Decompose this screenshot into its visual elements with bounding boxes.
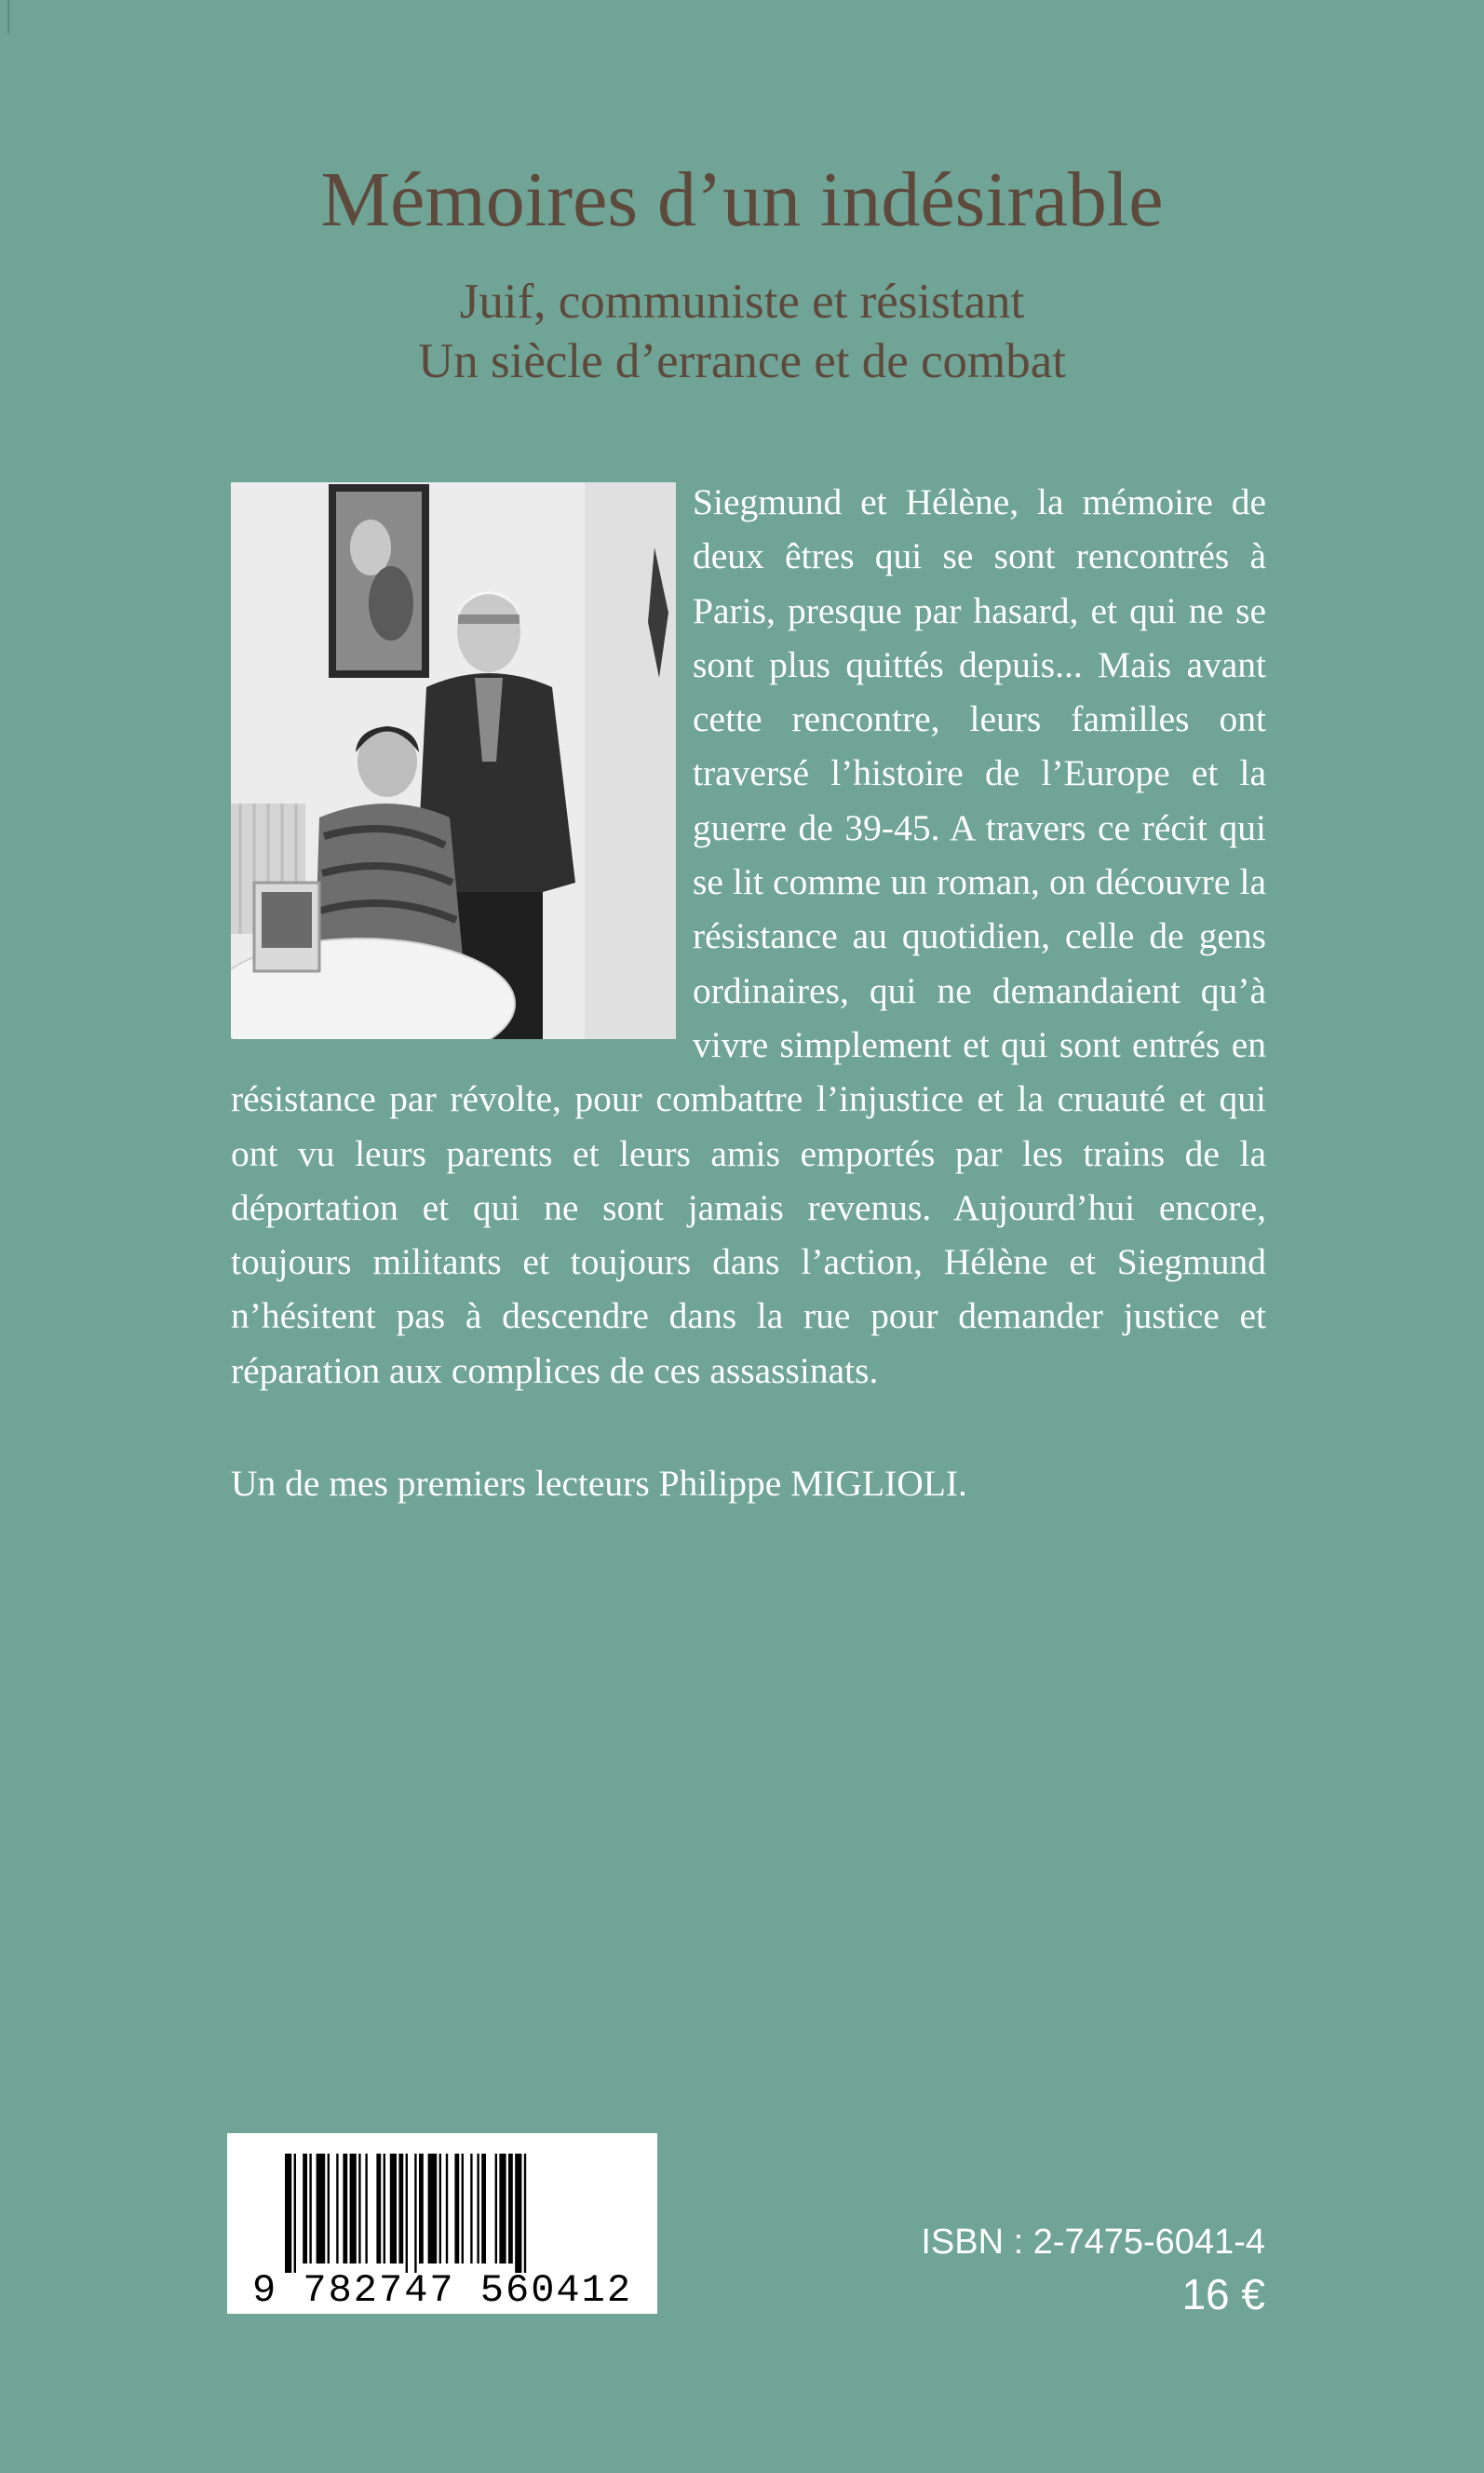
barcode-bar — [524, 2154, 526, 2273]
barcode-bar — [515, 2154, 521, 2273]
barcode-bar — [336, 2154, 338, 2264]
barcode-bar — [384, 2154, 385, 2264]
barcode-bar — [462, 2154, 464, 2264]
barcode-bar — [454, 2154, 459, 2264]
barcode-bar — [406, 2154, 408, 2273]
barcode-bar — [477, 2154, 479, 2264]
barcode-bar — [376, 2154, 381, 2264]
barcode-bar — [414, 2154, 416, 2273]
barcode-bar — [499, 2154, 506, 2264]
book-title: Mémoires d’un indésirable — [320, 156, 1164, 243]
barcode-bar — [390, 2154, 397, 2264]
back-cover-blurb — [231, 475, 1266, 1398]
barcode-bar — [428, 2154, 438, 2264]
barcode-bar — [365, 2154, 367, 2264]
isbn-number: ISBN : 2-7475-6041-4 — [921, 2223, 1265, 2262]
barcode-bar — [303, 2154, 307, 2264]
barcode-bar — [398, 2154, 403, 2264]
barcode-bar — [481, 2154, 486, 2264]
barcode-bar — [358, 2154, 360, 2264]
barcode-bar — [446, 2154, 448, 2264]
price: 16 € — [1181, 2270, 1265, 2318]
barcode-bar — [350, 2154, 357, 2264]
subtitle-line-1: Juif, communiste et résistant — [459, 275, 1025, 329]
barcode-bar — [343, 2154, 347, 2264]
barcode-bar — [419, 2154, 424, 2264]
barcode-bar — [317, 2154, 326, 2264]
photo-spacer — [231, 475, 676, 1071]
reader-signature: Un de mes premiers lecteurs Philippe MIGLIOLI. — [231, 1463, 967, 1504]
barcode-digits: 9 782747 560412 — [251, 2268, 633, 2313]
barcode-bar — [328, 2154, 330, 2264]
subtitle-line-2: Un siècle d’errance et de combat — [418, 334, 1066, 388]
barcode — [227, 2133, 657, 2314]
barcode-bar — [285, 2154, 291, 2273]
blurb-text: Siegmund et Hélène, la mémoire de deux êtres qui se sont rencontrés à Paris, presque par hasard, et qui ne se sont plus quittés depuis... Mais avant cette rencontre, leurs familles ont traversé l’histoire de l’Europe et la guerre de 39-45. A travers ce récit qui se lit comme un roman, on découvre la résistance au quotidien, celle de gens ordinaires, qui ne demandaient qu’à vivre simplement et qui sont entrés en résistance par révolte, pour combattre l’injustice et la cruauté et qui ont vu leurs parents et leurs amis emportés par les trains de la déportation et qui ne sont jamais revenus. Aujourd’hui encore, toujours militants et toujours dans l’action, Hélène et Siegmund n’hésitent pas à descendre dans la rue pour demander justice et réparation aux complices de ces assassinats. — [231, 481, 1266, 1391]
barcode-bar — [470, 2154, 472, 2264]
barcode-bar — [294, 2154, 296, 2273]
barcode-bar — [495, 2154, 497, 2264]
barcode-bar — [309, 2154, 311, 2264]
barcode-bar — [439, 2154, 441, 2264]
barcode-icon — [227, 2133, 657, 2314]
barcode-bar — [508, 2154, 513, 2264]
crop-mark — [7, 0, 9, 34]
